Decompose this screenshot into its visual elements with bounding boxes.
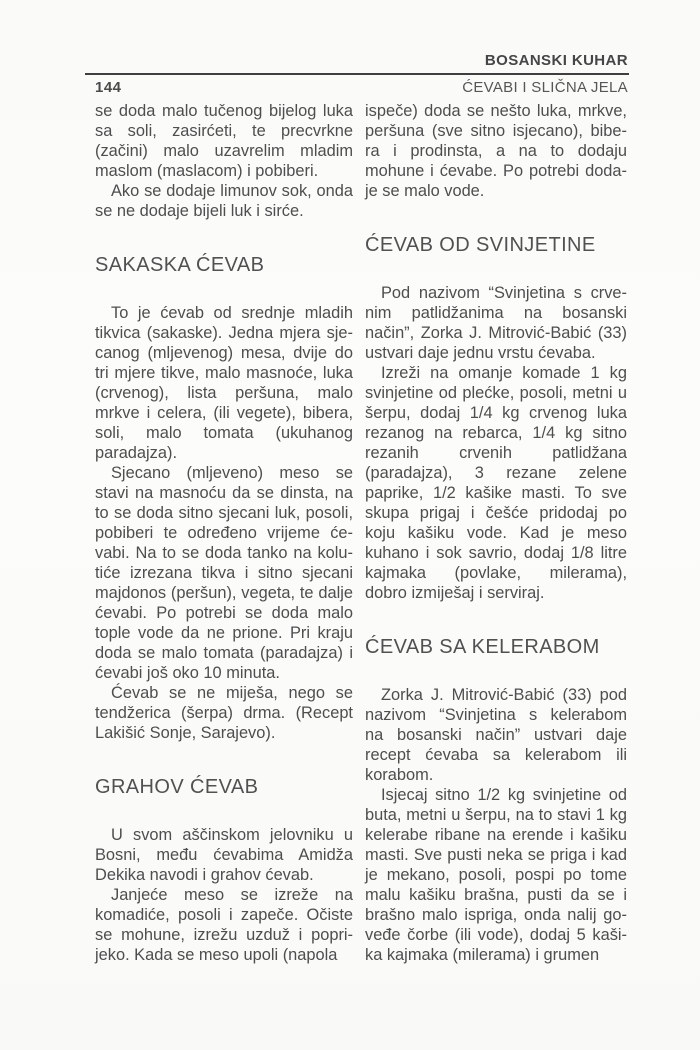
text-line: ka kajmaka (milerama) i grumen [365,946,600,964]
text-line: jeko. Kada se meso upoli (napola [95,946,338,964]
text-line: kelerabe ribane na erende i kašiku [365,826,627,844]
text-line: nazivom “Svinjetina s kelerabom [365,706,627,724]
text-line: maslom (maslacom) i pobiberi. [95,162,319,180]
text-line: način”, Zorka J. Mitrović-Babić (33) [365,324,627,342]
header-rule [85,73,629,75]
text-line: svinjetine od plećke, posoli, metni u [365,384,627,402]
text-line: masti. Sve pusti neka se priga i kad [365,846,627,864]
text-line: Zorka J. Mitrović-Babić (33) pod [381,686,627,704]
text-line: (začini) malo uzavrelim mladim [95,142,353,160]
paragraph [95,885,353,965]
text-line: buta, metni u šerpu, na to stavi 1 kg [365,806,627,824]
paragraph [95,463,353,683]
text-line: pobiberi te određeno vrijeme će- [95,524,353,542]
text-line: peršuna (sve sitno isjecano), bibe- [365,122,627,140]
chapter-title: ĆEVABI I SLIČNA JELA [462,79,628,96]
text-line: dobro izmiješaj i serviraj. [365,584,545,602]
paragraph [95,303,353,463]
text-line: Bosni, među ćevabima Amidža [95,846,353,864]
section-heading: ĆEVAB OD SVINJETINE [365,234,596,256]
text-line: Ćevab se ne miješa, nego se [111,684,353,702]
text-line: ćevabi još oko 10 minuta. [95,664,280,682]
text-line: brašno malo ispriga, onda nalij go- [365,906,627,924]
text-line: recept ćevaba sa kelerabom ili [365,746,627,764]
text-line: majdonos (peršun), vegeta, te dalje [95,584,353,602]
text-line: canog (mljevenog) mesa, dvije do [95,344,353,362]
text-line: ispeče) doda se nešto luka, mrkve, [365,102,627,120]
text-line: mrkve i celera, (ili vegete), bibera, [95,404,353,422]
text-line: kuhano i sok savrio, dodaj 1/8 litre [365,544,627,562]
text-line: doda se malo tomata (paradajza) i [95,644,353,662]
text-line: se ne dodaje bijeli luk i sirće. [95,202,304,220]
text-line: kajmaka (povlake, milerama), [365,564,627,582]
text-line: soli, malo tomata (ukuhanog [95,424,353,442]
right-column [365,101,627,965]
text-line: Dekika navodi i grahov ćevab. [95,866,314,884]
text-line: Sjecano (mljeveno) meso se [111,464,353,482]
text-line: tople vode da ne prione. Pri kraju [95,624,353,642]
paragraph [365,363,627,603]
text-line: tri mjere tikve, malo masnoće, luka [95,364,353,382]
text-line: sa soli, zasirćeti, te precvrkne [95,122,353,140]
text-line: Isjecaj sitno 1/2 kg svinjetine od [381,786,627,804]
text-line: se doda malo tučenog bijelog luka [95,102,353,120]
section-heading: SAKASKA ĆEVAB [95,254,265,276]
text-line: tendžerica (šerpa) drma. (Recept [95,704,353,722]
text-line: To je ćevab od srednje mladih [111,304,353,322]
paragraph [95,101,353,181]
text-line: paprike, 1/2 kašike masti. To sve [365,484,627,502]
text-line: mohune i ćevabe. Po potrebi doda- [365,162,627,180]
page-number: 144 [95,79,122,96]
text-line: ra i prodinsta, a na to dodaju [365,142,627,160]
paragraph [365,283,627,363]
text-line: skupa prigaj i češće pridodaj po [365,504,627,522]
paragraph [95,825,353,885]
text-line: ustvari daje jednu vrstu ćevaba. [365,344,596,362]
text-line: Lakišić Sonje, Sarajevo). [95,724,276,742]
text-line: je mekano, posoli, pospi po tome [365,866,627,884]
text-line: tikvica (sakaske). Jedna mjera sje- [95,324,353,342]
text-line: nim patlidžanima na bosanski [365,304,627,322]
text-line: U svom aščinskom jelovniku u [111,826,353,844]
text-line: šerpu, dodaj 1/4 kg crvenog luka [365,404,627,422]
paragraph [95,683,353,743]
section-heading: ĆEVAB SA KELERABOM [365,636,600,658]
text-line: Janjeće meso se izreže na [111,886,353,904]
book-title: BOSANSKI KUHAR [484,52,628,69]
text-line: Pod nazivom “Svinjetina s crve- [381,284,627,302]
text-line: koju kašiku vode. Kad je meso [365,524,627,542]
text-line: na bosanski način” ustvari daje [365,726,627,744]
paragraph [365,101,627,201]
text-line: rezanih crvenih patlidžana [365,444,627,462]
paragraph [365,685,627,785]
text-line: to se doda sitno sjecani luk, posoli, [95,504,353,522]
text-line: paradajza). [95,444,178,462]
section-heading: GRAHOV ĆEVAB [95,776,259,798]
text-line: Ako se dodaje limunov sok, onda [111,182,353,200]
text-line: Izreži na omanje komade 1 kg [381,364,627,382]
paragraph [365,785,627,965]
text-line: vabi. Na to se doda tanko na kolu- [95,544,353,562]
text-line: stavi na masnoću da se dinsta, na [95,484,353,502]
text-line: ćevabi. Po potrebi se doda malo [95,604,353,622]
text-line: (paradajza), 3 rezane zelene [365,464,627,482]
text-line: je se malo vode. [365,182,485,200]
text-line: se mohune, izrežu uzduž i popri- [95,926,353,944]
text-line: veđe čorbe (ili vode), dodaj 5 kaši- [365,926,627,944]
text-line: rezanog na rebarca, 1/4 kg sitno [365,424,627,442]
text-line: komadiće, posoli i zapeče. Očiste [95,906,353,924]
text-line: tiće izrezana tikva i sitno sjecani [95,564,353,582]
text-line: (crvenog), lista peršuna, malo [95,384,353,402]
text-line: korabom. [365,766,434,784]
paragraph [95,181,353,221]
left-column [95,101,353,965]
text-line: malu kašiku brašna, pusti da se i [365,886,627,904]
